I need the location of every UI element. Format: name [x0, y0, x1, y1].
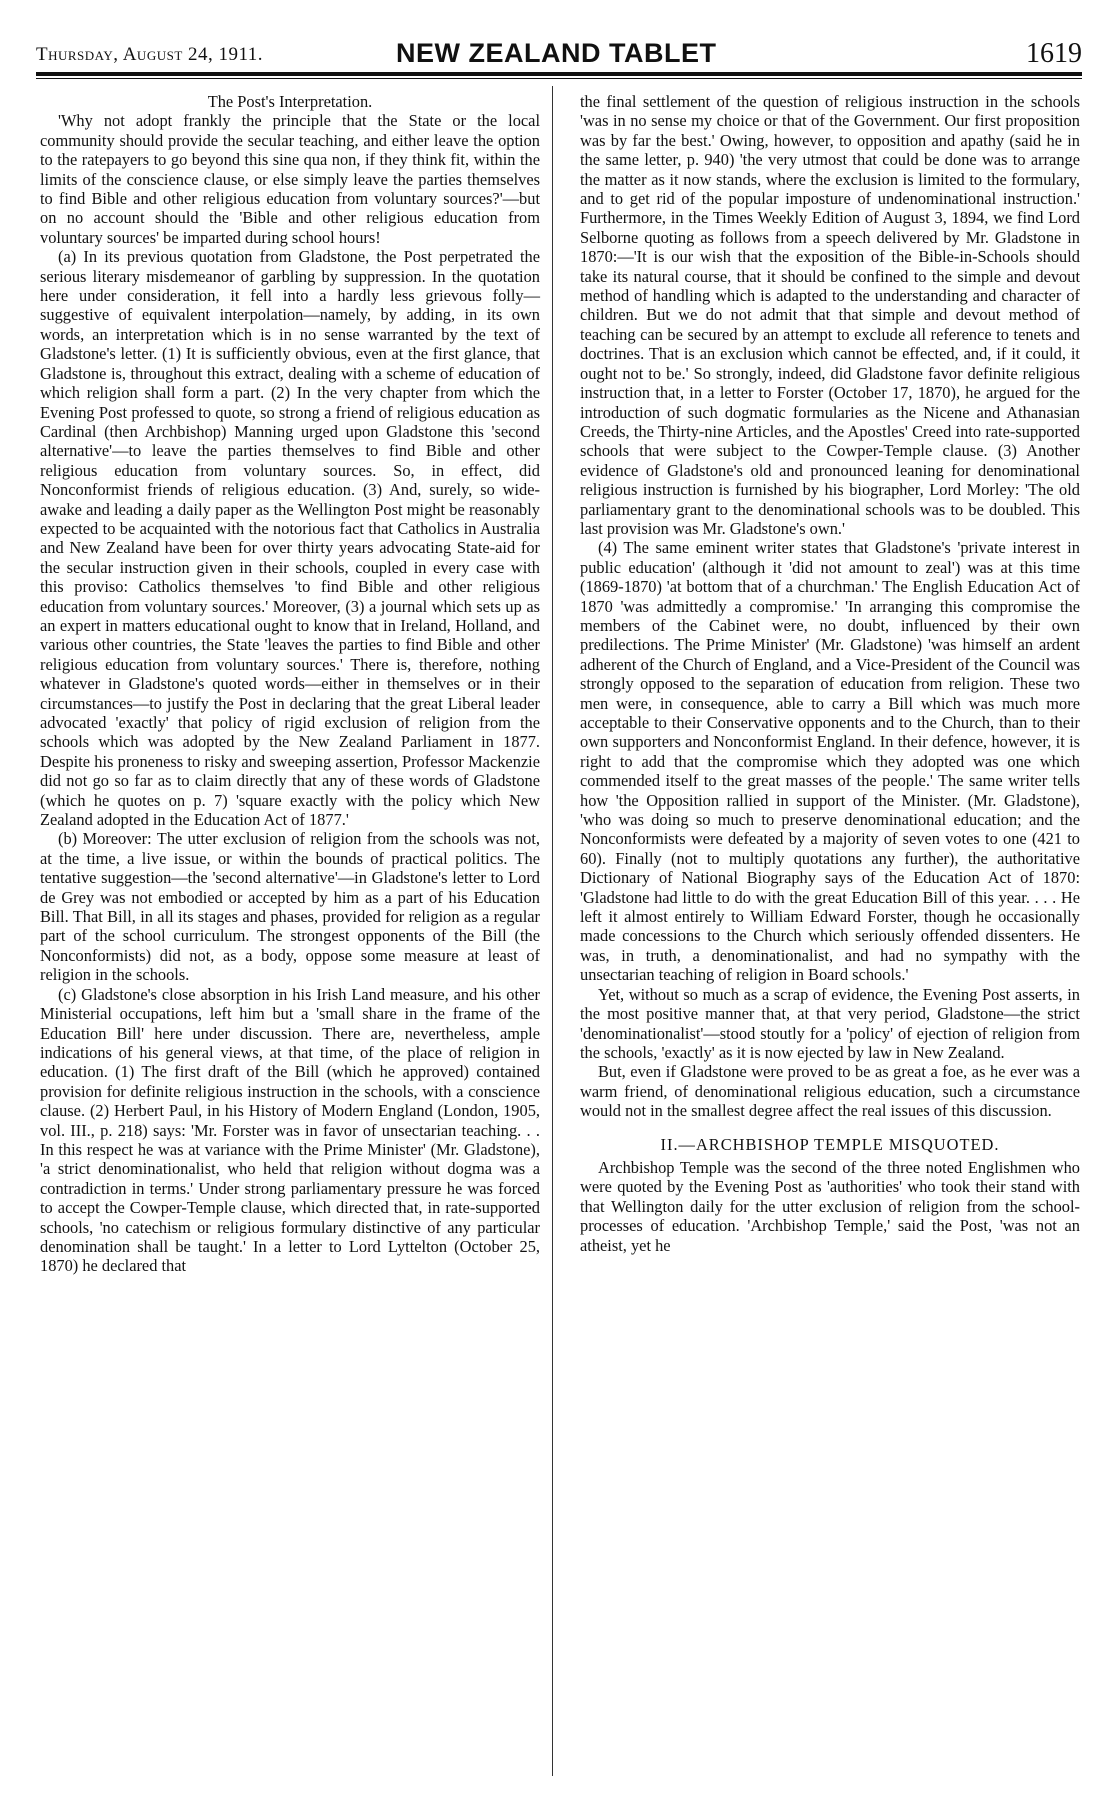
left-column — [40, 92, 540, 1276]
section-heading: II.—ARCHBISHOP TEMPLE MISQUOTED. — [660, 1134, 1000, 1154]
paragraph: Archbishop Temple was the second of the three noted Englishmen who were quoted by the Evening Post as 'authorities' who took their stand with that Wellington daily for the utter exclusion of religion from the school-processes of education. 'Archbishop Temple,' said the Post, 'was not an atheist, yet he — [580, 1157, 1080, 1255]
issue-date: Thursday, August 24, 1911. — [36, 44, 264, 65]
paragraph: 'Why not adopt frankly the principle that the State or the local community should provide the secular teaching, and either leave the option to the ratepayers to go beyond this sine qua non, if they think fit, within the limits of the conscience clause, or else simply leave the parties themselves to find Bible and other religious education from voluntary sources?'—but on no account should the 'Bible and other religious education from voluntary sources' be imparted during school hours! — [40, 111, 540, 247]
newspaper-title: NEW ZEALAND TABLET — [396, 38, 717, 68]
header-rule-thin — [36, 78, 1082, 79]
paragraph: (c) Gladstone's close absorption in his Irish Land measure, and his other Ministerial occupations, left him but a 'small share in the frame of the Education Bill' here under discussion. There are, nevertheless, ample indications of his general views, at that time, of the place of religion in education. (1) The first draft of the Bill (which he approved) contained provision for definite religious instruction in the schools, with a conscience clause. (2) Herbert Paul, in his History of Modern England (London, 1905, vol. III., p. 218) says: 'Mr. Forster was in favor of unsectarian teaching. . . In this respect he was at variance with the Prime Minister' (Mr. Gladstone), 'a strict denominationalist, who held that religion without dogma was a contradiction in terms.' Under strong parliamentary pressure he was forced to accept the Cowper-Temple clause, which directed that, in rate-supported schools, 'no catechism or religious formulary distinctive of any particular denomination shall be taught.' In a letter to Lord Lyttelton (October 25, 1870) he declared that — [40, 984, 540, 1276]
masthead — [36, 34, 1082, 70]
right-column — [580, 92, 1080, 1255]
paragraph: (4) The same eminent writer states that Gladstone's 'private interest in public education' (although it 'did not amount to zeal') was at this time (1869-1870) 'at bottom that of a churchman.' The English Education Act of 1870 'was admittedly a compromise.' 'In arranging this compromise the members of the Cabinet were, no doubt, influenced by their own predilections. The Prime Minister' (Mr. Gladstone) 'was himself an ardent adherent of the Church of England, and a Vice-President of the Council was strongly opposed to the separation of education from religion. These two men were, in consequence, able to carry a Bill which was much more acceptable to their Conservative opponents and to the Church, than to their own supporters and Nonconformist England. In their defence, however, it is right to add that the compromise which they adopted was one which commended itself to the great masses of the people.' The same writer tells how 'the Opposition rallied in support of the Minister. (Mr. Gladstone), 'who was doing so much to preserve denominational education; and the Nonconformists were defeated by a majority of seven votes to one (421 to 60). Finally (not to multiply quotations any further), the authoritative Dictionary of National Biography says of the Education Act of 1870: 'Gladstone had little to do with the great Education Bill of this year. . . . He left it almost entirely to William Edward Forster, though he occasionally made concessions to the Church which seriously offended dissenters. He was, in truth, a denominationalist, and had no sympathy with the unsectarian teaching of religion in Board schools.' — [580, 538, 1080, 985]
paragraph: (a) In its previous quotation from Gladstone, the Post perpetrated the serious literary misdemeanor of garbling by suppression. In the quotation here under consideration, it fell into a hardly less grievous folly—suggestive of equivalent interpolation—namely, by adding, in its own words, an interpretation which is in no sense warranted by the text of Gladstone's letter. (1) It is sufficiently obvious, even at the first glance, that Gladstone is, throughout this extract, dealing with a scheme of education of which religion shall form a part. (2) In the very chapter from which the Evening Post professed to quote, so strong a friend of religious education as Cardinal (then Archbishop) Manning urged upon Gladstone this 'second alternative'—to leave the parties themselves to find Bible and other religious education from voluntary sources. So, in effect, did Nonconformist friends of religious education. (3) And, surely, so wide-awake and leading a daily paper as the Wellington Post might be reasonably expected to be acquainted with the notorious fact that Catholics in Australia and New Zealand have been for over thirty years advocating State-aid for the secular instruction given in their schools, coupled in every case with this proviso: Catholics themselves 'to find Bible and other religious education from voluntary sources.' Moreover, (3) a journal which sets up as an expert in matters educational ought to know that in Ireland, Holland, and various other countries, the State 'leaves the parties to find Bible and other religious education from voluntary sources.' There is, therefore, nothing whatever in Gladstone's quoted words—either in themselves or in their circumstances—to justify the Post in declaring that the great Liberal leader advocated 'exactly' that policy of rigid exclusion of religion from the schools which was adopted by the New Zealand Parliament in 1877. Despite his proneness to risky and sweeping assertion, Professor Mackenzie did not go so far as to claim directly that any of these words of Gladstone (which he quotes on p. 7) 'square exactly with the policy which New Zealand adopted in the Education Act of 1877.' — [40, 247, 540, 830]
paragraph: the final settlement of the question of religious instruction in the schools 'was in no sense my choice or that of the Government. Our first proposition was by far the best.' Owing, however, to opposition and apathy (said he in the same letter, p. 940) 'the very utmost that could be done was to arrange the matter as it now stands, where the exclusion is limited to the formulary, and to get rid of the popular imposture of undenominational instruction.' Furthermore, in the Times Weekly Edition of August 3, 1894, we find Lord Selborne quoting as follows from a speech delivered by Mr. Gladstone in 1870:—'It is our wish that the exposition of the Bible-in-Schools should take its natural course, that it should be confined to the simple and devout method of handling which is adapted to the understanding and character of children. But we do not admit that that simple and devout method of teaching can be secured by an attempt to exclude all reference to tenets and doctrines. That is an exclusion which cannot be effected, and, if it could, it ought not to be.' So strongly, indeed, did Gladstone favor definite religious instruction that, in a letter to Forster (October 17, 1870), he argued for the introduction of such dogmatic formularies as the Nicene and Athanasian Creeds, the Thirty-nine Articles, and the Apostles' Creed into rate-supported schools that were subject to the Cowper-Temple clause. (3) Another evidence of Gladstone's old and pronounced leaning for denominational religious instruction is furnished by his biographer, Lord Morley: 'The old parliamentary grant to the denominational schools was to be doubled. This last provision was Mr. Gladstone's own.' — [580, 92, 1080, 538]
paragraph: But, even if Gladstone were proved to be as great a foe, as he ever was a warm friend, of denominational religious education, such a circumstance would not in the smallest degree affect the real issues of this discussion. — [580, 1062, 1080, 1121]
column-divider — [552, 86, 553, 1776]
header-rule — [36, 72, 1082, 76]
paragraph: Yet, without so much as a scrap of evidence, the Evening Post asserts, in the most positive manner that, at that very period, Gladstone—the strict 'denominationalist'—stood stoutly for a 'policy' of ejection of religion from the schools, 'exactly' as it is now ejected by law in New Zealand. — [580, 984, 1080, 1062]
page-number: 1619 — [1026, 38, 1082, 69]
paragraph: (b) Moreover: The utter exclusion of religion from the schools was not, at the time, a live issue, or within the bounds of practical politics. The tentative suggestion—the 'second alternative'—in Gladstone's letter to Lord de Grey was not embodied or accepted by him as a part of his Education Bill. That Bill, in all its stages and phases, provided for religion as a regular part of the school curriculum. The strongest opponents of the Bill (the Nonconformists) did not, as a body, oppose some measure at least of religion in the schools. — [40, 829, 540, 985]
subheading: The Post's Interpretation. — [207, 92, 373, 111]
